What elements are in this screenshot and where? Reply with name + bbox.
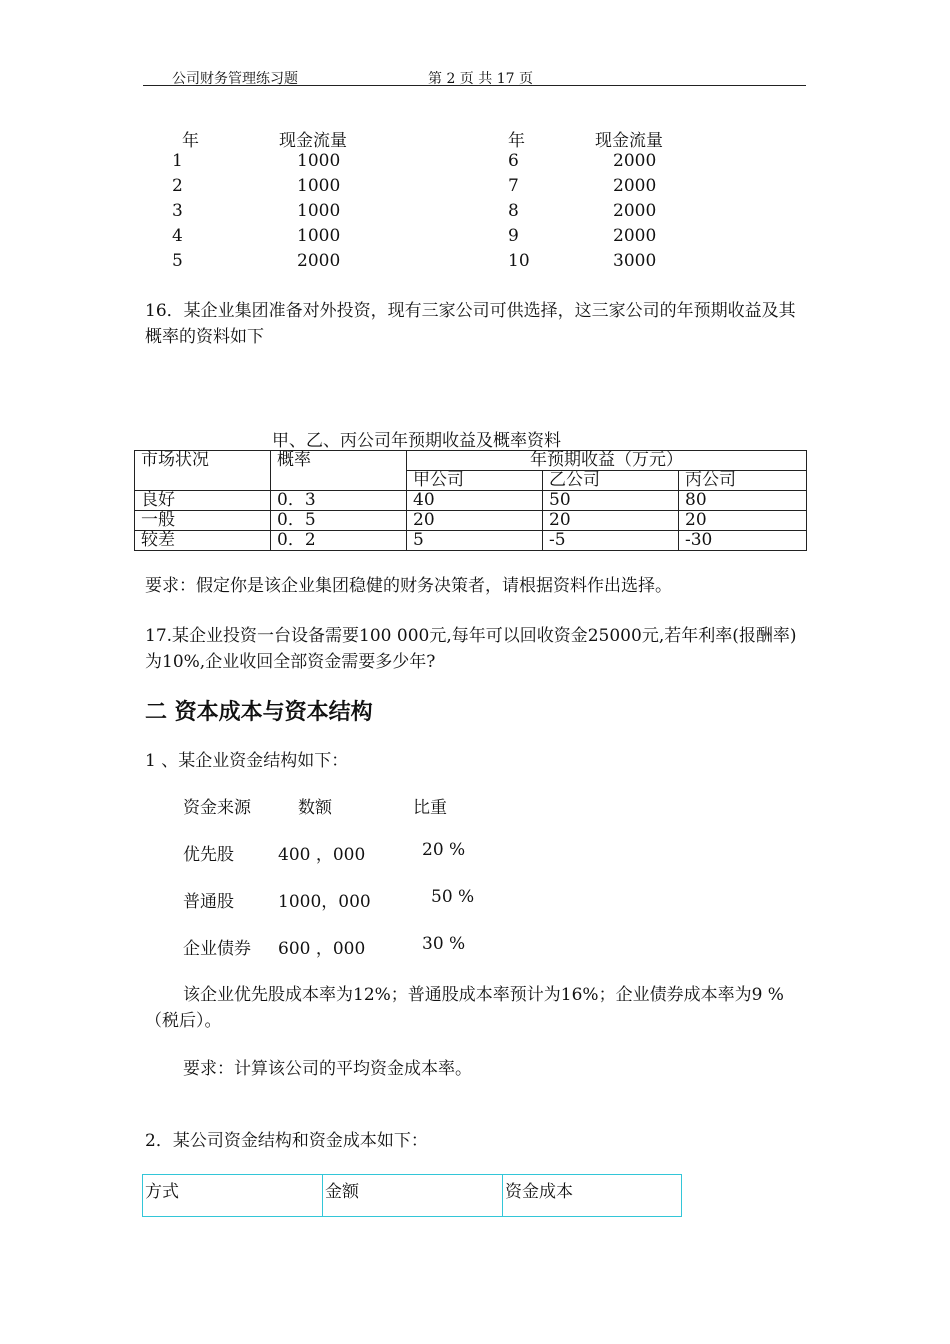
header-method: 方式 bbox=[143, 1175, 323, 1217]
probability-table bbox=[134, 450, 807, 551]
question-17-text: 17.某企业投资一台设备需要100 000元,每年可以回收资金25000元,若年利率(报酬率)为10%,企业收回全部资金需要多少年? bbox=[145, 626, 797, 672]
cashflow-value: 2000 bbox=[613, 151, 657, 171]
header-capital-cost: 资金成本 bbox=[503, 1175, 682, 1217]
cashflow-year: 7 bbox=[508, 176, 519, 196]
cashflow-year: 10 bbox=[508, 251, 530, 271]
cell-company-c: 20 bbox=[679, 511, 807, 531]
cashflow-year: 8 bbox=[508, 201, 519, 221]
s2-question-1-requirement: 要求：计算该公司的平均资金成本率。 bbox=[183, 1059, 472, 1079]
cashflow-year-header-right: 年 bbox=[508, 131, 525, 151]
cashflow-year: 6 bbox=[508, 151, 519, 171]
capital-source: 企业债券 bbox=[183, 939, 251, 959]
table-header-row bbox=[143, 1175, 682, 1217]
s2-question-1-intro: 1 、某企业资金结构如下： bbox=[145, 751, 349, 771]
cashflow-flow-header-right: 现金流量 bbox=[595, 131, 663, 151]
s2-question-2-intro: 2．某公司资金结构和资金成本如下： bbox=[145, 1131, 428, 1151]
header-probability: 概率 bbox=[271, 451, 407, 491]
cashflow-value: 1000 bbox=[297, 226, 341, 246]
capital-amount: 1000，000 bbox=[278, 892, 371, 912]
cell-company-b: -5 bbox=[543, 531, 679, 551]
page-number: 第 2 页 共 17 页 bbox=[428, 71, 533, 87]
cashflow-year: 4 bbox=[172, 226, 183, 246]
probability-table-title: 甲、乙、丙公司年预期收益及概率资料 bbox=[272, 431, 561, 451]
cell-probability: 0．5 bbox=[271, 511, 407, 531]
header-market: 市场状况 bbox=[135, 451, 271, 491]
question-16-text: 16．某企业集团准备对外投资，现有三家公司可供选择，这三家公司的年预期收益及其概率的资料如下 bbox=[145, 301, 796, 347]
cell-state: 较差 bbox=[135, 531, 271, 551]
question-16-requirement: 要求：假定你是该企业集团稳健的财务决策者，请根据资料作出选择。 bbox=[145, 576, 672, 596]
header-company-b: 乙公司 bbox=[543, 471, 679, 491]
cell-probability: 0．3 bbox=[271, 491, 407, 511]
capital-weight: 50 % bbox=[431, 887, 475, 907]
cashflow-value: 2000 bbox=[297, 251, 341, 271]
capital-header-weight: 比重 bbox=[413, 798, 447, 818]
table-row bbox=[135, 531, 807, 551]
table-row bbox=[135, 511, 807, 531]
table-row bbox=[135, 491, 807, 511]
capital-source: 优先股 bbox=[183, 845, 234, 865]
cashflow-year: 3 bbox=[172, 201, 183, 221]
capital-header-amount: 数额 bbox=[298, 798, 332, 818]
cell-company-a: 40 bbox=[407, 491, 543, 511]
cell-company-c: -30 bbox=[679, 531, 807, 551]
capital-header-source: 资金来源 bbox=[183, 798, 251, 818]
cashflow-value: 2000 bbox=[613, 176, 657, 196]
cell-state: 良好 bbox=[135, 491, 271, 511]
cashflow-year: 9 bbox=[508, 226, 519, 246]
cashflow-value: 1000 bbox=[297, 151, 341, 171]
cashflow-value: 3000 bbox=[613, 251, 657, 271]
header-expected-return: 年预期收益（万元） bbox=[407, 451, 807, 471]
cashflow-year: 2 bbox=[172, 176, 183, 196]
capital-amount: 400 ，000 bbox=[278, 845, 366, 865]
cashflow-value: 2000 bbox=[613, 226, 657, 246]
capital-weight: 20 % bbox=[422, 840, 466, 860]
capital-weight: 30 % bbox=[422, 934, 466, 954]
header-amount: 金额 bbox=[323, 1175, 503, 1217]
table-header-row bbox=[135, 451, 807, 471]
cell-company-b: 50 bbox=[543, 491, 679, 511]
section-heading: 二 资本成本与资本结构 bbox=[145, 700, 373, 725]
cell-company-b: 20 bbox=[543, 511, 679, 531]
cell-company-a: 20 bbox=[407, 511, 543, 531]
header-company-c: 丙公司 bbox=[679, 471, 807, 491]
header-company-a: 甲公司 bbox=[407, 471, 543, 491]
header-rule bbox=[143, 85, 806, 86]
cashflow-value: 1000 bbox=[297, 201, 341, 221]
cashflow-year-header-left: 年 bbox=[182, 131, 199, 151]
cell-company-c: 80 bbox=[679, 491, 807, 511]
capital-source: 普通股 bbox=[183, 892, 234, 912]
cashflow-value: 1000 bbox=[297, 176, 341, 196]
cashflow-flow-header-left: 现金流量 bbox=[279, 131, 347, 151]
capital-cost-table bbox=[142, 1174, 682, 1217]
cashflow-year: 1 bbox=[172, 151, 183, 171]
cell-state: 一般 bbox=[135, 511, 271, 531]
cashflow-value: 2000 bbox=[613, 201, 657, 221]
cashflow-year: 5 bbox=[172, 251, 183, 271]
cell-probability: 0．2 bbox=[271, 531, 407, 551]
doc-title: 公司财务管理练习题 bbox=[172, 71, 298, 87]
capital-amount: 600 ，000 bbox=[278, 939, 366, 959]
cell-company-a: 5 bbox=[407, 531, 543, 551]
s2-question-1-rates: 该企业优先股成本率为12%；普通股成本率预计为16%；企业债券成本率为9 %（税后）。 bbox=[145, 985, 784, 1031]
